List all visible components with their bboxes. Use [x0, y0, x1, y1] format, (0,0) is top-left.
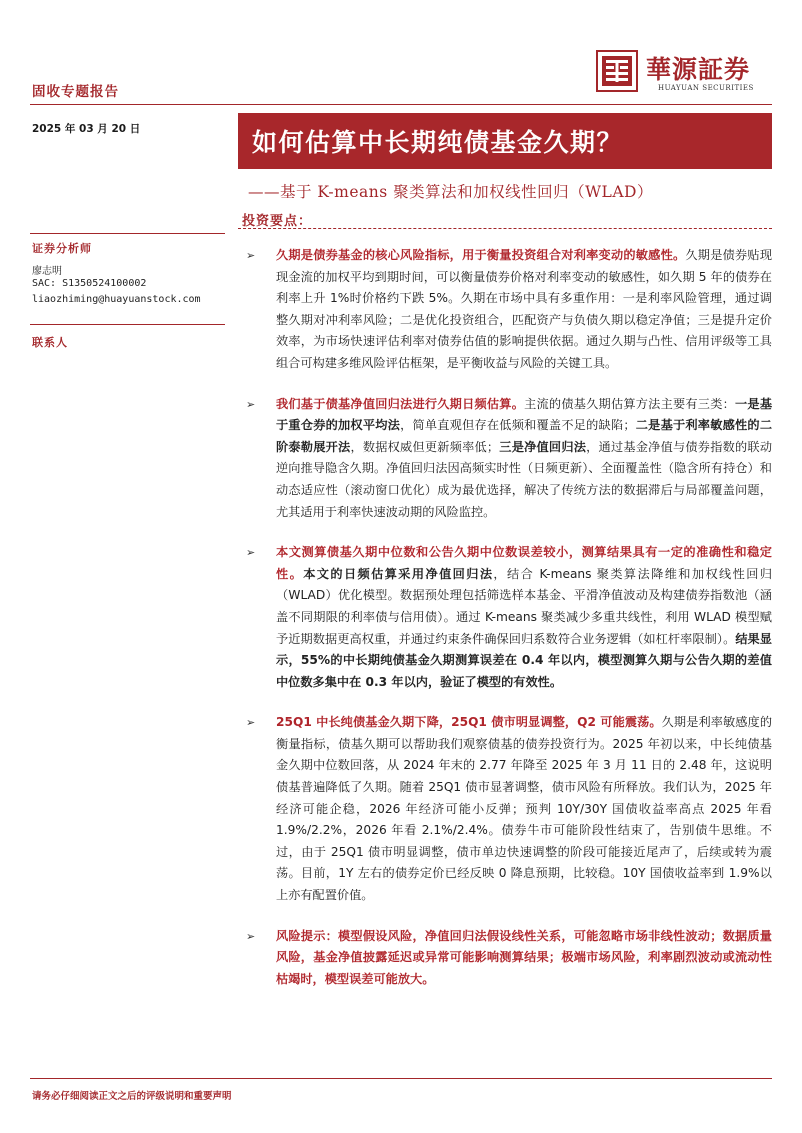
list-item: [240, 542, 772, 693]
page-subtitle: ——基于 K-means 聚类算法和加权线性回归（WLAD）: [248, 183, 653, 201]
list-item: [240, 245, 772, 375]
arrow-bullet-icon: ➢: [246, 546, 256, 560]
list-item: [240, 712, 772, 906]
bullet-method: 一是基于重仓券的加权平均法: [276, 396, 773, 433]
sidebar-divider: [30, 233, 225, 234]
bullet-body: 主流的债基久期估算方法主要有三类：: [524, 396, 736, 411]
analyst-email[interactable]: liaozhiming@huayuanstock.com: [32, 294, 201, 305]
footer-disclaimer: 请务必仔细阅读正文之后的评级说明和重要声明: [32, 1091, 232, 1102]
risk-warning: 风险提示：模型假设风险，净值回归法假设线性关系，可能忽略市场非线性波动；数据质量风险，基金净值披露延迟或异常可能影响测算结果；极端市场风险，利率剧烈波动或流动性枯竭时，模型误差可能放大。: [276, 928, 772, 986]
page-title: 如何估算中长期纯债基金久期？: [252, 128, 624, 157]
bullet-lead: 25Q1 中长纯债基金久期下降，25Q1 债市明显调整，Q2 可能震荡。: [276, 715, 662, 730]
report-date: 2025 年 03 月 20 日: [32, 123, 141, 135]
logo-chinese-name: 華源証券: [646, 55, 751, 84]
arrow-bullet-icon: ➢: [246, 716, 256, 730]
bullet-method: 三是净值回归法: [499, 439, 587, 454]
key-points-divider: [238, 228, 772, 229]
logo-english-name: HUAYUAN SECURITIES: [658, 84, 754, 92]
contact-heading: 联系人: [32, 336, 68, 349]
bullet-body: 久期是债券贴现现金流的加权平均到期时间，可以衡量债券价格对利率变动的敏感性，如久期 5 年的债券在利率上升 1%时价格约下跌 5%。久期在市场中具有多重作用：一是利率风险管理，通过调整久期对冲利率风险；二是优化投资组合，匹配资产与负债久期以稳定净值；三是提升定价效率，为市场快速评估利率对债券估值的影响提供依据。通过久期与凸性、信用评级等工具组合可构建多维风险评估框架，是平衡收益与风险的关键工具。: [276, 248, 773, 370]
bullet-method: 本文的日频估算采用净值回归法: [303, 566, 494, 581]
key-points-heading: 投资要点：: [242, 214, 313, 229]
bullet-body: 久期是利率敏感度的衡量指标，债基久期可以帮助我们观察债基的债券投资行为。2025 年初以来，中长纯债基金久期中位数回落，从 2024 年末的 2.77 年降至 2025 年 3 月 11 日的 2.48 年，这说明债基普遍降低了久期。随着 25Q1 债市显著调整，债市风险有所释放。我们认为，2025 年经济可能企稳，2026 年经济可能小反弹；预判 10Y/30Y 国债收益率高点 2025 年看 1.9%/2.2%，2026 年看 2.1%/2.4%。债券牛市可能阶段性结束了，告别债牛思维。不过，由于 25Q1 债市明显调整，债市单边快速调整的阶段可能接近尾声了，后续或转为震荡。目前，1Y 左右的债券定价已经反映 0 降息预期，比较稳。10Y 国债收益率到 1.9%以上亦有配置价值。: [276, 715, 773, 903]
bullet-body: ，简单直观但存在低频和覆盖不足的缺陷；: [400, 418, 636, 433]
arrow-bullet-icon: ➢: [246, 397, 256, 411]
report-type: 固收专题报告: [32, 84, 119, 100]
bullet-lead: 本文测算债基久期中位数和公告久期中位数误差较小，测算结果具有一定的准确性和稳定性。: [276, 545, 772, 581]
arrow-bullet-icon: ➢: [246, 929, 256, 943]
logo-emblem-icon: [596, 50, 638, 92]
bullet-lead: 久期是债券基金的核心风险指标，用于衡量投资组合对利率变动的敏感性。: [276, 248, 686, 262]
bullet-method: 二是基于利率敏感性的二阶泰勒展开法: [276, 418, 773, 454]
bullet-body: ，数据权威但更新频率低；: [350, 439, 500, 454]
bullet-body: ，通过基金净值与债券指数的联动逆向推导隐含久期。净值回归法因高频实时性（日频更新）、全面覆盖性（隐含所有持仓）和动态适应性（滚动窗口优化）成为最优选择，解决了传统方法的数据滞后与局部覆盖问题，尤其适用于利率快速波动期的风险监控。: [276, 439, 773, 519]
header-divider: [30, 104, 772, 105]
list-item: [240, 926, 772, 991]
bullet-lead: 我们基于债基净值回归法进行久期日频估算。: [276, 396, 525, 411]
analyst-heading: 证券分析师: [32, 242, 92, 255]
bullet-body: ，结合 K-means 聚类算法降维和加权线性回归（WLAD）优化模型。数据预处理包括筛选样本基金、平滑净值波动及构建债券指数池（涵盖不同期限的利率债与信用债）。通过 K-means 聚类减少多重共线性，利用 WLAD 模型赋予近期数据更高权重，并通过约束条件确保回归系数符合业务逻辑（如杠杆率限制）。: [276, 566, 773, 646]
list-item: [240, 394, 772, 524]
footer-divider: [30, 1078, 772, 1079]
analyst-name: 廖志明: [32, 266, 62, 277]
arrow-bullet-icon: ➢: [246, 249, 256, 262]
sidebar-divider: [30, 324, 225, 325]
bullet-result: 结果显示，55%的中长期纯债基金久期测算误差在 0.4 年以内，模型测算久期与公告久期的差值中位数多集中在 0.3 年以内，验证了模型的有效性。: [276, 631, 772, 689]
company-logo: [596, 50, 766, 98]
analyst-sac: SAC: S1350524100002: [32, 278, 147, 289]
key-points-list: [240, 245, 772, 1009]
